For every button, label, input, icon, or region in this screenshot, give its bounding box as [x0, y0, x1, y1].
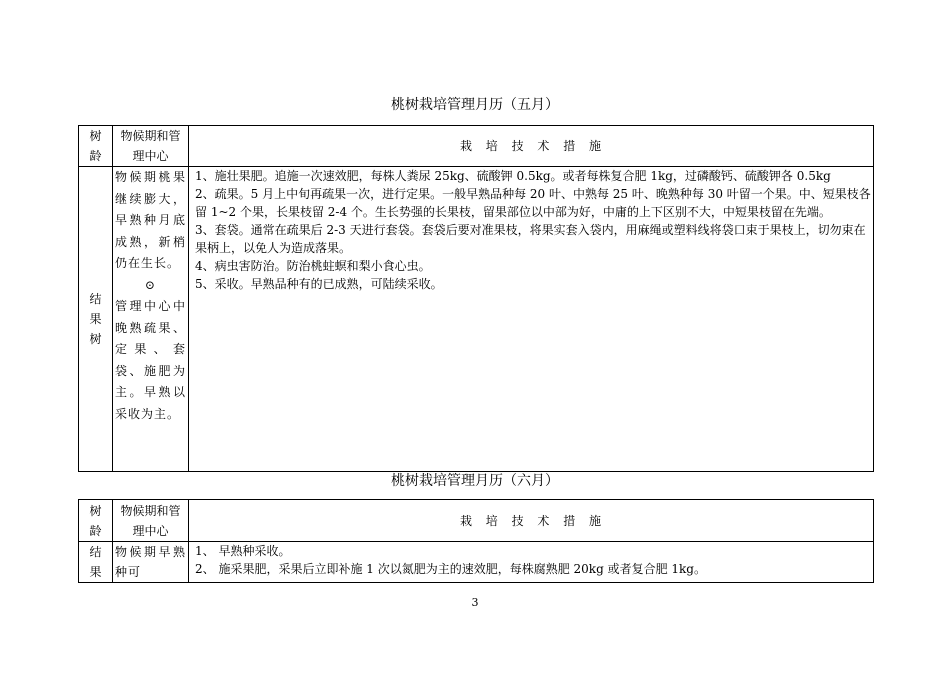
may-title: 桃树栽培管理月历（五月）: [391, 97, 559, 113]
measure-item: 3、套袋。通常在疏果后 2-3 天进行套袋。套袋后要对准果枝，将果实套入袋内，用麻绳或塑料线将袋口束于果枝上，切勿束在果柄上，以免人为造成落果。: [195, 223, 866, 255]
circle-dot-icon: ⊙: [144, 277, 157, 292]
header-measures: 栽 培 技 术 措 施: [189, 126, 874, 167]
phenology-cell: [113, 167, 189, 472]
phenology-before: 物候期桃果继续膨大，早熟种月底成熟，新梢仍在生长。: [115, 170, 186, 270]
may-header-row: [79, 126, 874, 167]
header-phenology: 物候期和管理中心: [113, 500, 189, 542]
page-number: 3: [471, 596, 479, 609]
phenology-after: 管理中心中晚熟疏果、定果、套袋、施肥为主。早熟以采收为主。: [115, 299, 186, 421]
age-cell: 结果树: [79, 167, 113, 472]
measure-item: 2、疏果。5 月上中旬再疏果一次，进行定果。一般早熟品种每 20 叶、中熟每 25 叶、晚熟种每 30 叶留一个果。中、短果枝各留 1~2 个果，长果枝留 2-4 个。生长势强的长果枝，留果部位以中部为好，中庸的上下区别不大，中短果枝留在先端。: [195, 187, 871, 219]
header-age: 树龄: [79, 126, 113, 167]
june-title: 桃树栽培管理月历（六月）: [391, 473, 559, 489]
measure-item: 1、 早熟种采收。: [195, 544, 291, 558]
header-age: 树龄: [79, 500, 113, 542]
phenology-cell: 物候期早熟种可: [113, 542, 189, 583]
june-header-row: [79, 500, 874, 542]
age-cell: 结果: [79, 542, 113, 583]
june-table: [78, 499, 874, 583]
measure-item: 2、 施采果肥，采果后立即补施 1 次以氮肥为主的速效肥，每株腐熟肥 20kg 或者复合肥 1kg。: [195, 562, 706, 576]
measure-item: 1、施壮果肥。追施一次速效肥，每株人粪尿 25kg、硫酸钾 0.5kg。或者每株复合肥 1kg，过磷酸钙、硫酸钾各 0.5kg: [195, 169, 831, 183]
header-measures: 栽 培 技 术 措 施: [189, 500, 874, 542]
measures-cell: [189, 167, 874, 472]
may-data-row: [79, 167, 874, 472]
measure-item: 4、病虫害防治。防治桃蛀螟和梨小食心虫。: [195, 259, 431, 273]
measures-cell: [189, 542, 874, 583]
may-table: [78, 125, 874, 472]
header-phenology: 物候期和管理中心: [113, 126, 189, 167]
june-data-row: [79, 542, 874, 583]
measure-item: 5、采收。早熟品种有的已成熟，可陆续采收。: [195, 277, 443, 291]
